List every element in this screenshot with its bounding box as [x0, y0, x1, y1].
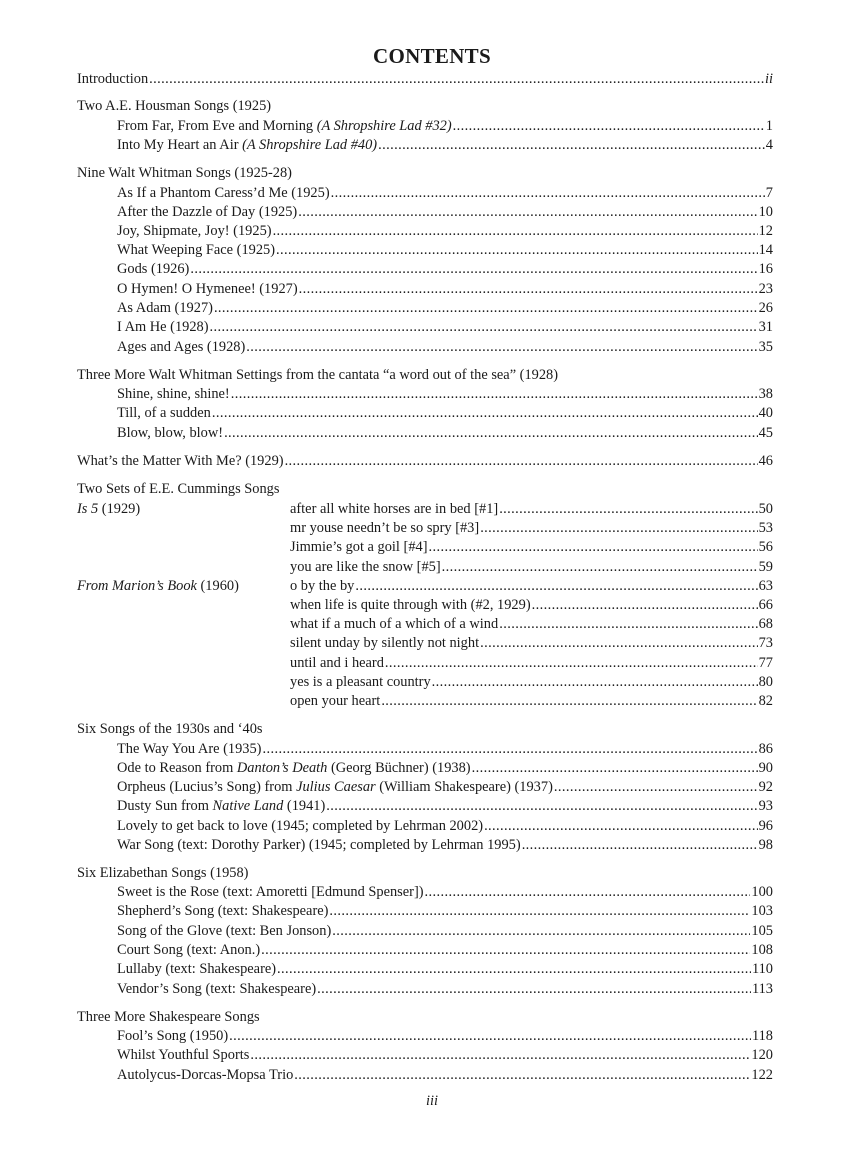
toc-entry-matter [77, 452, 773, 471]
toc-entry [117, 883, 773, 902]
dot-leader [149, 70, 764, 89]
entry-title: yes is a pleasant country [290, 674, 431, 690]
dot-leader [381, 692, 757, 711]
dot-leader [522, 836, 758, 855]
toc-entry [290, 634, 773, 653]
dot-leader [262, 740, 757, 759]
dot-leader [429, 538, 758, 557]
entry-title: what if a much of a which of a wind [290, 616, 499, 632]
toc-entry [117, 184, 773, 203]
entry-page: 56 [758, 539, 773, 555]
toc-entry [117, 424, 773, 443]
entry-title: Orpheus (Lucius’s Song) from Julius Caesar (William Shakespeare) (1937) [117, 779, 553, 795]
toc-entry [290, 500, 773, 519]
toc-entry [117, 817, 773, 836]
entry-page: 90 [758, 760, 773, 776]
dot-leader [326, 797, 757, 816]
toc-entry [290, 673, 773, 692]
entry-page: 96 [758, 818, 773, 834]
entry-title: Whilst Youthful Sports [117, 1047, 250, 1063]
dot-leader [480, 519, 757, 538]
entry-title: when life is quite through with (#2, 1929) [290, 597, 531, 613]
dot-leader [317, 980, 751, 999]
dot-leader [224, 424, 758, 443]
toc-entry [117, 117, 773, 136]
dot-leader [355, 577, 757, 596]
entry-page: 35 [758, 339, 773, 355]
toc-entry [290, 558, 773, 577]
entry-page: 86 [758, 741, 773, 757]
dot-leader [480, 634, 758, 653]
entry-page: 12 [758, 223, 773, 239]
entry-page: 38 [758, 386, 773, 402]
toc-entry [117, 203, 773, 222]
dot-leader [277, 960, 751, 979]
entry-title: Song of the Glove (text: Ben Jonson) [117, 923, 332, 939]
section-heading-housman: Two A.E. Housman Songs (1925) [77, 98, 272, 114]
dot-leader [190, 260, 757, 279]
toc-entry-introduction [77, 70, 773, 89]
toc-entry [117, 404, 773, 423]
dot-leader [229, 1027, 751, 1046]
dot-leader [329, 902, 750, 921]
entry-page: 63 [758, 578, 773, 594]
dot-leader [378, 136, 765, 155]
toc-entry [117, 241, 773, 260]
toc-entry [117, 136, 773, 155]
entry-page: 105 [751, 923, 773, 939]
toc-entry [117, 980, 773, 999]
entry-page: 118 [751, 1028, 773, 1044]
dot-leader [453, 117, 765, 136]
entry-page: 98 [758, 837, 773, 853]
entry-page: 120 [751, 1047, 773, 1063]
entry-title: As Adam (1927) [117, 300, 213, 316]
entry-title: you are like the snow [#5] [290, 559, 441, 575]
dot-leader [250, 1046, 750, 1065]
entry-page: 103 [751, 903, 773, 919]
dot-leader [294, 1066, 750, 1085]
entry-title: Till, of a sudden [117, 405, 211, 421]
toc-entry [117, 222, 773, 241]
toc-entry [117, 385, 773, 404]
entry-title: mr youse needn’t be so spry [#3] [290, 520, 480, 536]
entry-title: Vendor’s Song (text: Shakespeare) [117, 981, 317, 997]
toc-entry [117, 759, 773, 778]
entry-title: Jimmie’s got a goil [#4] [290, 539, 428, 555]
dot-leader [276, 241, 758, 260]
section-heading-thirties: Six Songs of the 1930s and ‘40s [77, 721, 263, 737]
group-label-is5: Is 5 (1929) [77, 501, 141, 517]
dot-leader [499, 500, 757, 519]
page-number: iii [426, 1093, 438, 1109]
entry-page: 110 [751, 961, 773, 977]
toc-entry [290, 692, 773, 711]
toc-entry [117, 902, 773, 921]
section-heading-cummings: Two Sets of E.E. Cummings Songs [77, 481, 280, 497]
dot-leader [432, 673, 758, 692]
entry-page: 100 [751, 884, 773, 900]
entry-page: 108 [751, 942, 773, 958]
entry-title: I Am He (1928) [117, 319, 209, 335]
dot-leader [499, 615, 757, 634]
toc-entry [290, 538, 773, 557]
entry-page: 10 [758, 204, 773, 220]
entry-title: What Weeping Face (1925) [117, 242, 276, 258]
dot-leader [273, 222, 758, 241]
toc-entry [290, 654, 773, 673]
toc-entry [290, 577, 773, 596]
entry-page: 59 [758, 559, 773, 575]
dot-leader [212, 404, 758, 423]
dot-leader [554, 778, 758, 797]
toc-entry [117, 797, 773, 816]
dot-leader [231, 385, 758, 404]
entry-title: Lovely to get back to love (1945; completed by Lehrman 2002) [117, 818, 484, 834]
toc-entry [290, 615, 773, 634]
entry-page: 50 [758, 501, 773, 517]
entry-title: War Song (text: Dorothy Parker) (1945; completed by Lehrman 1995) [117, 837, 521, 853]
dot-leader [214, 299, 758, 318]
entry-title: open your heart [290, 693, 381, 709]
entry-title: From Far, From Eve and Morning (A Shropshire Lad #32) [117, 118, 452, 134]
entry-page: 14 [758, 242, 773, 258]
entry-title: Blow, blow, blow! [117, 425, 224, 441]
entry-title: Sweet is the Rose (text: Amoretti [Edmund Spenser]) [117, 884, 424, 900]
entry-title: After the Dazzle of Day (1925) [117, 204, 298, 220]
toc-entry [117, 836, 773, 855]
dot-leader [442, 558, 758, 577]
toc-entry [117, 338, 773, 357]
entry-page: 40 [758, 405, 773, 421]
section-heading-whitman: Nine Walt Whitman Songs (1925-28) [77, 165, 292, 181]
dot-leader [261, 941, 750, 960]
entry-title: Ages and Ages (1928) [117, 339, 246, 355]
dot-leader [385, 654, 758, 673]
entry-title: Lullaby (text: Shakespeare) [117, 961, 277, 977]
entry-title: Into My Heart an Air (A Shropshire Lad #40) [117, 137, 378, 153]
entry-title: Autolycus-Dorcas-Mopsa Trio [117, 1067, 294, 1083]
dot-leader [299, 280, 758, 299]
toc-entry [117, 778, 773, 797]
toc-entry [117, 740, 773, 759]
toc-entry [117, 1027, 773, 1046]
entry-title: Court Song (text: Anon.) [117, 942, 261, 958]
entry-title: o by the by [290, 578, 355, 594]
toc-entry [117, 318, 773, 337]
dot-leader [298, 203, 757, 222]
dot-leader [425, 883, 751, 902]
section-heading-whitman-more: Three More Walt Whitman Settings from the cantata “a word out of the sea” (1928) [77, 367, 559, 383]
entry-title: Shine, shine, shine! [117, 386, 230, 402]
page-title: CONTENTS [373, 44, 491, 68]
dot-leader [484, 817, 758, 836]
dot-leader [246, 338, 757, 357]
dot-leader [331, 184, 765, 203]
entry-page: 93 [758, 798, 773, 814]
toc-entry [117, 1066, 773, 1085]
section-heading-shakespeare: Three More Shakespeare Songs [77, 1009, 260, 1025]
entry-page: 46 [758, 453, 773, 469]
entry-page: 122 [751, 1067, 773, 1083]
entry-title: until and i heard [290, 655, 384, 671]
section-heading-elizabethan: Six Elizabethan Songs (1958) [77, 865, 249, 881]
entry-page: 82 [758, 693, 773, 709]
dot-leader [472, 759, 758, 778]
entry-page: 26 [758, 300, 773, 316]
entry-title: O Hymen! O Hymenee! (1927) [117, 281, 298, 297]
entry-page: 1 [765, 118, 773, 134]
entry-page: 68 [758, 616, 773, 632]
entry-title: after all white horses are in bed [#1] [290, 501, 499, 517]
entry-page: 31 [758, 319, 773, 335]
entry-page: 4 [765, 137, 773, 153]
entry-page: 92 [758, 779, 773, 795]
entry-page: 77 [758, 655, 773, 671]
entry-page: 53 [758, 520, 773, 536]
toc-entry [290, 596, 773, 615]
entry-title: silent unday by silently not night [290, 635, 480, 651]
dot-leader [210, 318, 758, 337]
dot-leader [532, 596, 758, 615]
toc-entry [117, 960, 773, 979]
group-label-marion: From Marion’s Book (1960) [77, 578, 239, 594]
entry-title: Shepherd’s Song (text: Shakespeare) [117, 903, 329, 919]
dot-leader [285, 452, 758, 471]
entry-title: As If a Phantom Caress’d Me (1925) [117, 185, 330, 201]
entry-page: 45 [758, 425, 773, 441]
entry-title: Ode to Reason from Danton’s Death (Georg Büchner) (1938) [117, 760, 471, 776]
entry-title: The Way You Are (1935) [117, 741, 262, 757]
toc-entry [117, 941, 773, 960]
entry-title: Dusty Sun from Native Land (1941) [117, 798, 326, 814]
entry-page: 73 [758, 635, 773, 651]
entry-page: 80 [758, 674, 773, 690]
entry-title: Joy, Shipmate, Joy! (1925) [117, 223, 272, 239]
entry-page: 113 [751, 981, 773, 997]
entry-page: 16 [758, 261, 773, 277]
entry-title: What’s the Matter With Me? (1929) [77, 453, 284, 469]
entry-title: Introduction [77, 71, 149, 87]
dot-leader [332, 922, 750, 941]
toc-entry [117, 1046, 773, 1065]
toc-entry [290, 519, 773, 538]
entry-page: 66 [758, 597, 773, 613]
toc-entry [117, 280, 773, 299]
entry-page: ii [765, 71, 773, 87]
toc-entry [117, 922, 773, 941]
entry-title: Fool’s Song (1950) [117, 1028, 229, 1044]
entry-title: Gods (1926) [117, 261, 190, 277]
toc-entry [117, 299, 773, 318]
entry-page: 23 [758, 281, 773, 297]
toc-entry [117, 260, 773, 279]
entry-page: 7 [765, 185, 773, 201]
